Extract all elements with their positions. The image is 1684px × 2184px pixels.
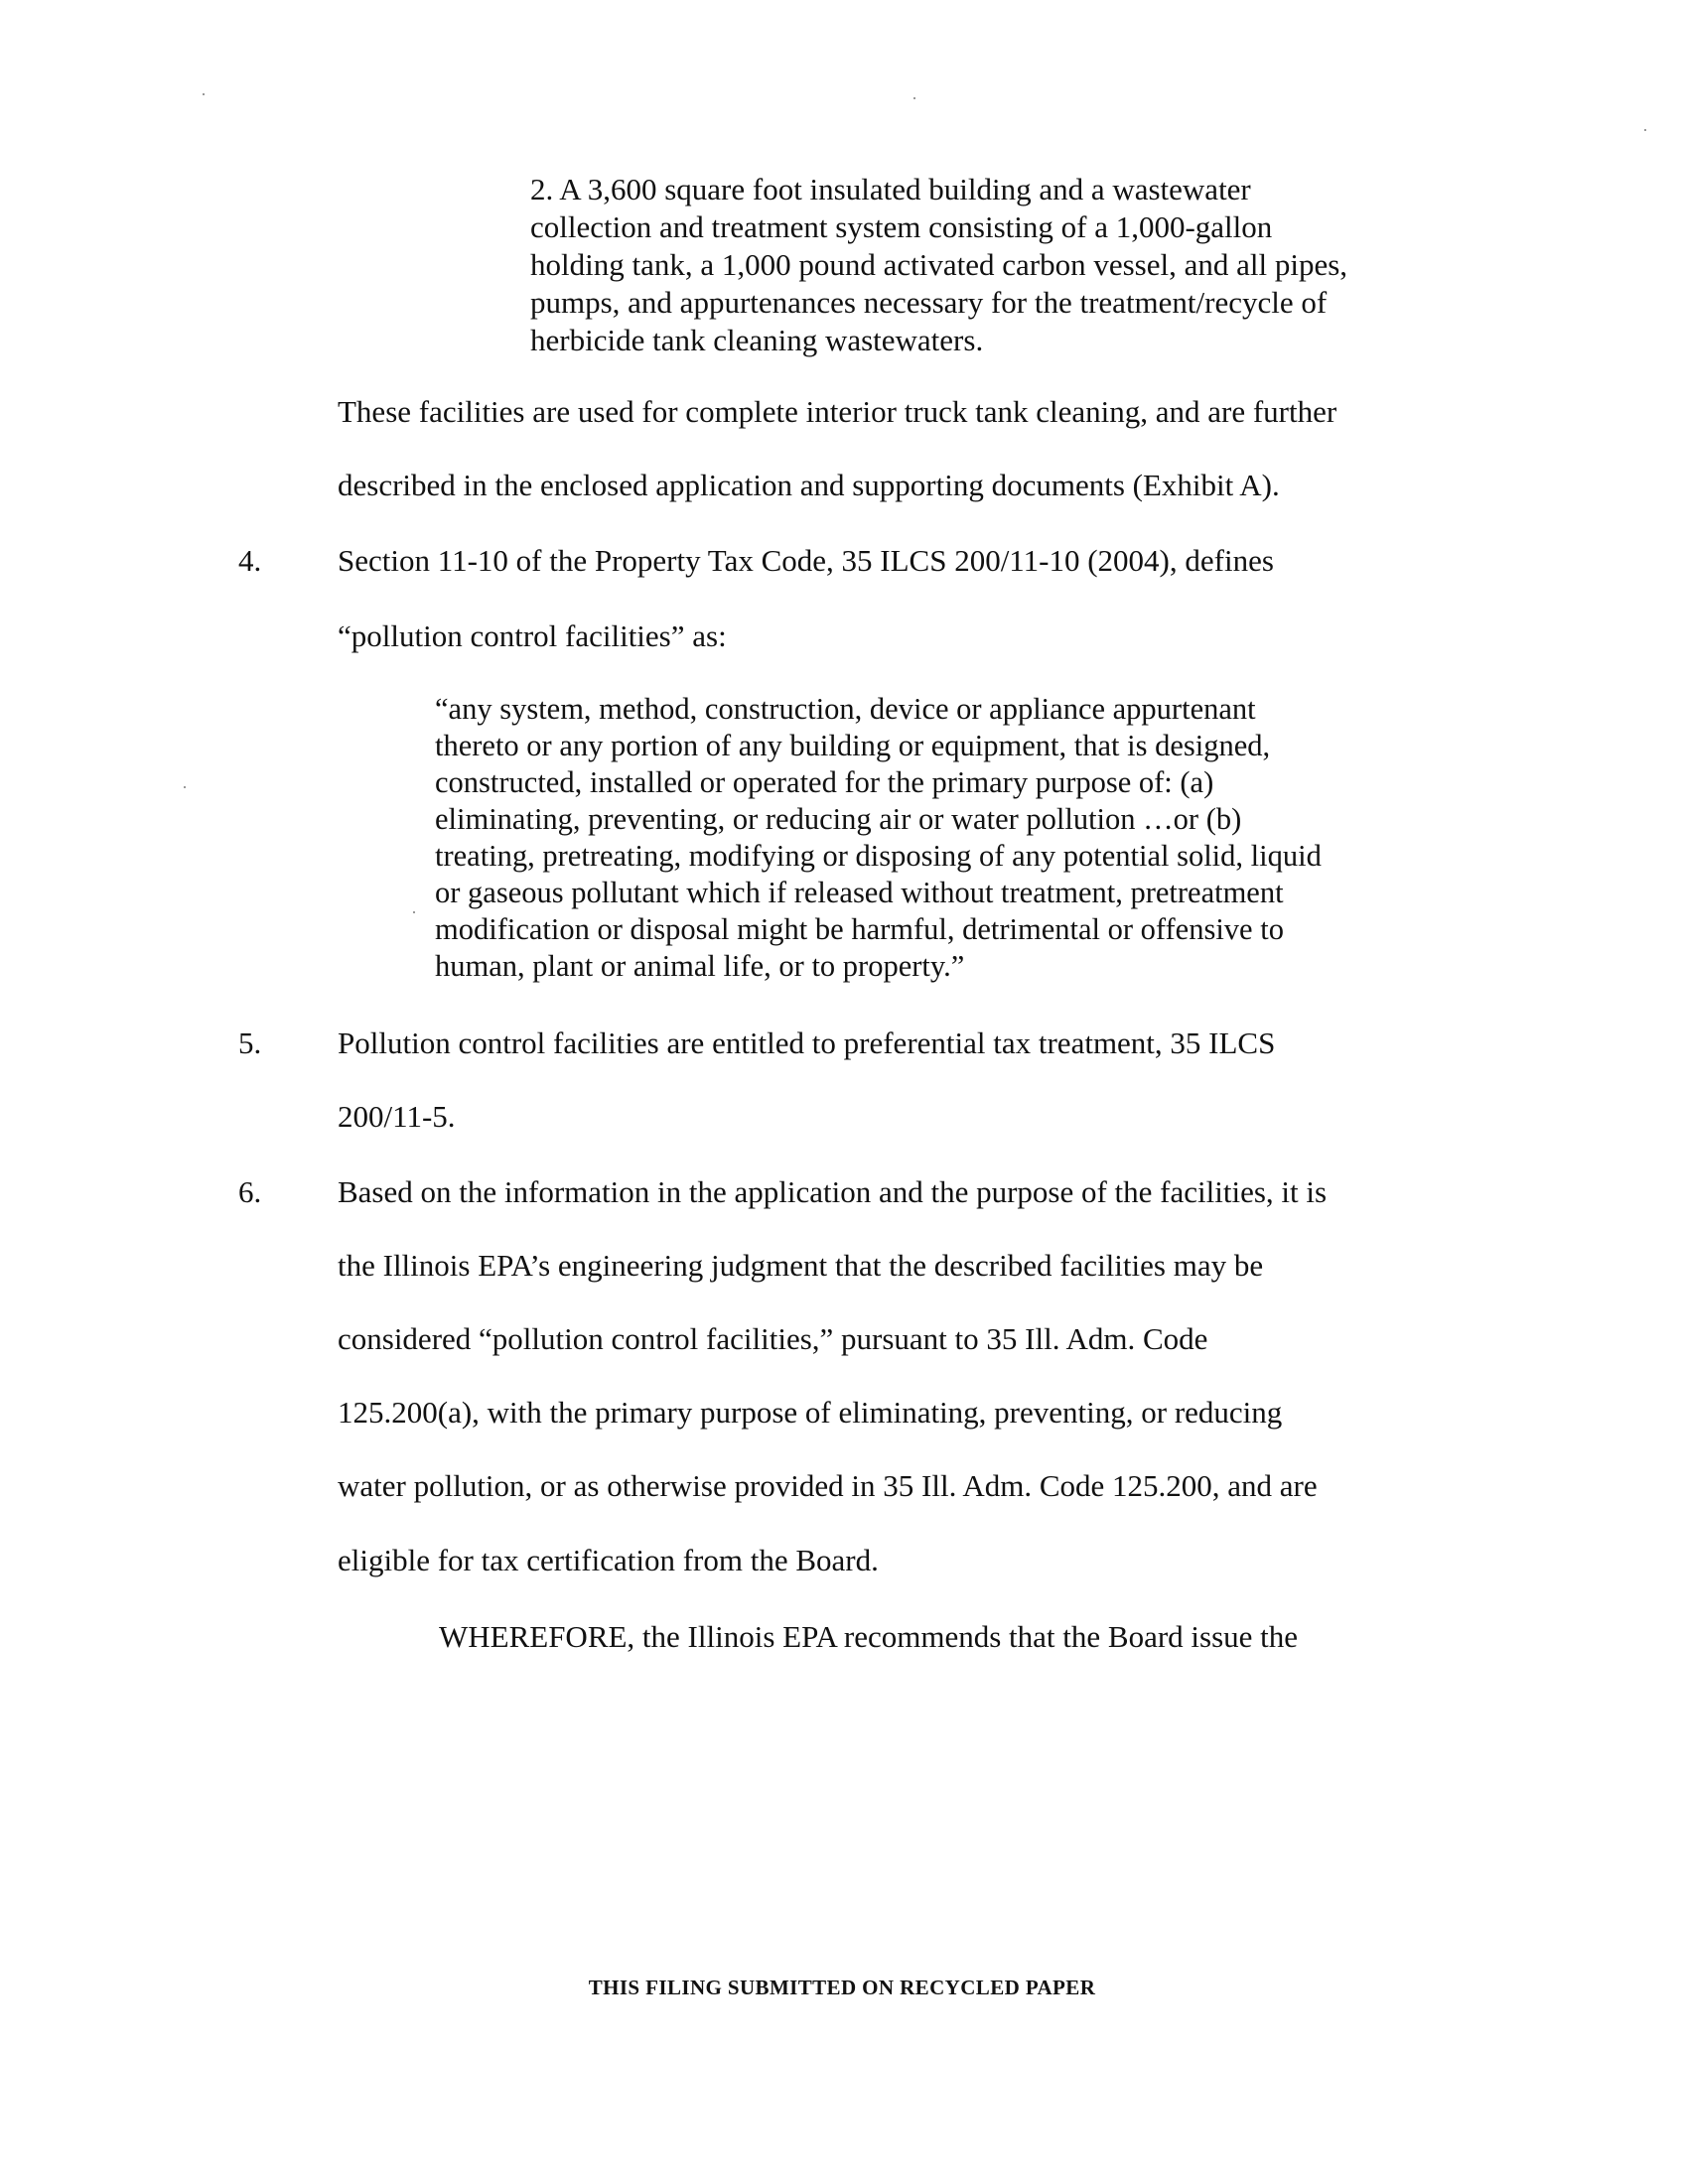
quote-line: eliminating, preventing, or reducing air or water pollution …or (b) (435, 802, 1242, 836)
facilities-line: described in the enclosed application and supporting documents (Exhibit A). (338, 468, 1280, 502)
paragraph-6-line: water pollution, or as otherwise provided in 35 Ill. Adm. Code 125.200, and are (338, 1468, 1318, 1503)
scan-speck (413, 911, 415, 913)
paragraph-5-line: Pollution control facilities are entitled to preferential tax treatment, 35 ILCS (338, 1025, 1276, 1060)
paragraph-6-line: eligible for tax certification from the Board. (338, 1543, 879, 1577)
wherefore-clause: WHEREFORE, the Illinois EPA recommends that the Board issue the (439, 1619, 1299, 1654)
paragraph-number: 4. (238, 543, 262, 578)
scan-speck (203, 93, 205, 95)
scan-speck (1644, 129, 1646, 131)
quote-line: thereto or any portion of any building or equipment, that is designed, (435, 729, 1271, 762)
paragraph-4-line: Section 11-10 of the Property Tax Code, 35 ILCS 200/11-10 (2004), defines (338, 543, 1274, 578)
paragraph-number: 5. (238, 1025, 262, 1060)
item-2-line: collection and treatment system consisting of a 1,000-gallon (530, 209, 1273, 244)
paragraph-5-line: 200/11-5. (338, 1099, 456, 1134)
quote-line: modification or disposal might be harmful, detrimental or offensive to (435, 912, 1284, 946)
item-2-line: holding tank, a 1,000 pound activated carbon vessel, and all pipes, (530, 247, 1348, 282)
recycled-paper-footer: THIS FILING SUBMITTED ON RECYCLED PAPER (588, 1976, 1096, 1999)
item-2-line: pumps, and appurtenances necessary for the treatment/recycle of (530, 285, 1328, 320)
paragraph-6-line: the Illinois EPA’s engineering judgment that the described facilities may be (338, 1248, 1264, 1283)
scan-speck (913, 97, 915, 99)
quote-line: or gaseous pollutant which if released without treatment, pretreatment (435, 876, 1284, 909)
facilities-line: These facilities are used for complete interior truck tank cleaning, and are further (338, 394, 1337, 429)
quote-line: human, plant or animal life, or to property.” (435, 949, 965, 983)
paragraph-4-line: “pollution control facilities” as: (338, 618, 727, 653)
scan-speck (184, 786, 186, 788)
item-2-line: herbicide tank cleaning wastewaters. (530, 323, 984, 357)
paragraph-6-line: considered “pollution control facilities,” pursuant to 35 Ill. Adm. Code (338, 1321, 1208, 1356)
paragraph-6-line: Based on the information in the application and the purpose of the facilities, it is (338, 1174, 1328, 1209)
paragraph-6-line: 125.200(a), with the primary purpose of eliminating, preventing, or reducing (338, 1395, 1283, 1430)
quote-line: treating, pretreating, modifying or disposing of any potential solid, liquid (435, 839, 1322, 873)
quote-line: “any system, method, construction, device or appliance appurtenant (435, 692, 1256, 726)
paragraph-number: 6. (238, 1174, 262, 1209)
item-2-line: 2. A 3,600 square foot insulated building and a wastewater (530, 172, 1251, 206)
quote-line: constructed, installed or operated for the primary purpose of: (a) (435, 765, 1214, 799)
